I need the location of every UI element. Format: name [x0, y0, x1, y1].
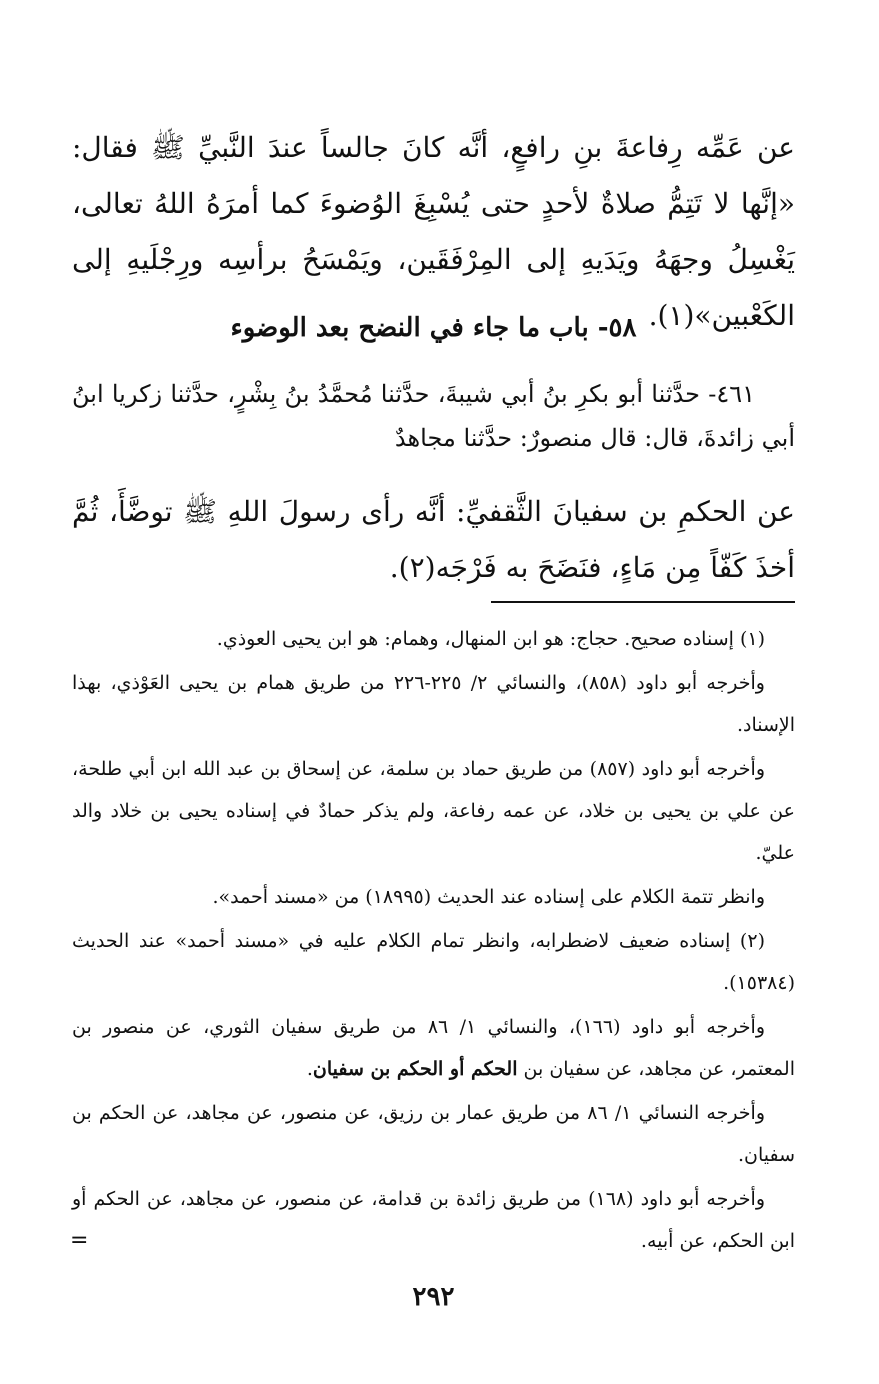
book-page [72, 0, 795, 1384]
footnote-1-paragraph: وأخرجه أبو داود (٨٥٨)، والنسائي ٢/ ٢٢٥-٢٢٦ من طريق همام بن يحيى العَوْذي، بهذا الإسناد. [72, 672, 795, 736]
footnote-2-paragraph [72, 1006, 795, 1090]
footnote-text: . [306, 1058, 313, 1080]
footnote-bold-text: الحكم أو الحكم بن سفيان [312, 1058, 518, 1080]
footnote-divider [491, 601, 795, 603]
footnote-1-line: (١) إسناده صحيح. حجاج: هو ابن المنهال، وهمام: هو ابن يحيى العوذي. [216, 628, 765, 650]
footnote-1-paragraph: وأخرجه أبو داود (٨٥٧) من طريق حماد بن سلمة، عن إسحاق بن عبد الله ابن أبي طلحة، عن علي بن يحيى بن خلاد، عن عمه رفاعة، ولم يذكر حمادٌ في إسناده يحيى بن خلاد والد عليّ. [72, 758, 795, 864]
hadith-461-matn: عن الحكمِ بن سفيانَ الثَّقفيِّ: أنَّه رأى رسولَ اللهِ ﷺ توضَّأَ، ثُمَّ أخذَ كَفّاً مِن مَاءٍ، فنَضَحَ به فَرْجَه(٢). [72, 495, 795, 584]
footnote-2-paragraph: وأخرجه النسائي ١/ ٨٦ من طريق عمار بن رزيق، عن منصور، عن مجاهد، عن الحكم بن سفيان. [72, 1102, 795, 1166]
footnote-2-line: (٢) إسناده ضعيف لاضطرابه، وانظر تمام الكلام عليه في «مسند أحمد» عند الحديث (١٥٣٨٤). [72, 930, 795, 994]
footnote-2-paragraph: وأخرجه أبو داود (١٦٨) من طريق زائدة بن قدامة، عن منصور، عن مجاهد، عن الحكم أو ابن الحكم، عن أبيه. [72, 1188, 795, 1252]
footnotes [72, 618, 795, 1264]
page-number: ٢٩٢ [412, 1282, 455, 1312]
chapter-heading: ٥٨- باب ما جاء في النضح بعد الوضوء [230, 313, 637, 343]
continuation-mark: = [70, 1228, 89, 1253]
footnote-text: وأخرجه أبو داود (١٦٦)، والنسائي ١/ ٨٦ من طريق سفيان الثوري، عن منصور بن المعتمر، عن مجاهد، عن سفيان بن [72, 1016, 795, 1080]
hadith-460-text: عن عَمِّه رِفاعةَ بنِ رافعٍ، أنَّه كانَ جالساً عندَ النَّبيِّ ﷺ فقال: «إنَّها لا تَتِمُّ صلاةٌ لأحدٍ حتى يُسْبِغَ الوُضوءَ كما أمرَهُ اللهُ تعالى، يَغْسِلُ وجهَهُ ويَدَيهِ إلى المِرْفَقَين، ويَمْسَحُ برأسِه ورِجْلَيهِ إلى الكَعْبين»(١). [72, 131, 795, 332]
hadith-461-isnad: ٤٦١- حدَّثنا أبو بكرِ بنُ أبي شيبةَ، حدَّثنا مُحمَّدُ بنُ بِشْرٍ، حدَّثنا زكريا ابنُ أبي زائدةَ، قال: قال منصورٌ: حدَّثنا مجاهدٌ [72, 380, 795, 452]
footnote-1-paragraph: وانظر تتمة الكلام على إسناده عند الحديث (١٨٩٩٥) من «مسند أحمد». [212, 886, 765, 908]
